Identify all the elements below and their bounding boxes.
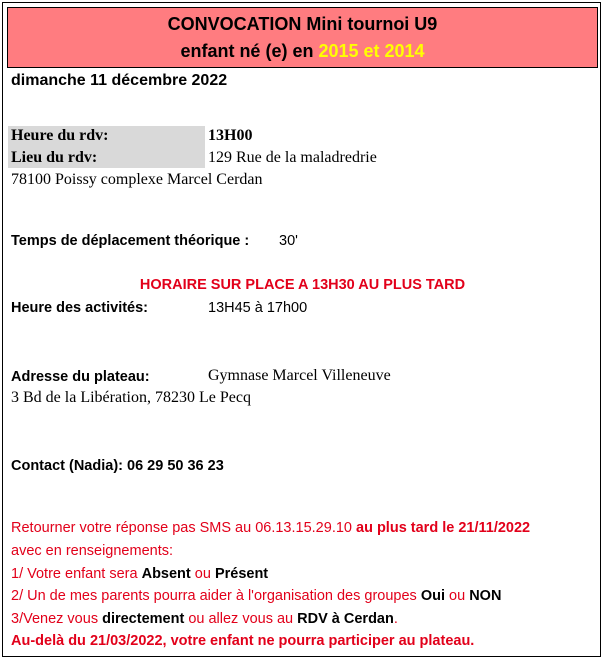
travel-time-label: Temps de déplacement théorique :	[11, 233, 250, 249]
reply-deadline: au plus tard le 21/11/2022	[356, 520, 531, 536]
reply-item-1-or: ou	[190, 566, 215, 582]
rdv-place-line-1: 129 Rue de la maladredrie	[208, 149, 377, 166]
reply-item-3-or: ou allez vous au	[184, 611, 298, 627]
rdv-time-label: Heure du rdv:	[11, 127, 109, 144]
title-line-2-prefix: enfant né (e) en	[180, 41, 314, 61]
travel-time-value: 30'	[279, 233, 298, 249]
arrival-notice: HORAIRE SUR PLACE A 13H30 AU PLUS TARD	[139, 277, 466, 293]
venue-name: Gymnase Marcel Villeneuve	[208, 367, 391, 384]
reply-item-2	[11, 588, 501, 604]
reply-item-3	[11, 611, 398, 627]
option-absent: Absent	[141, 566, 191, 582]
participation-deadline: Au-delà du 21/03/2022, votre enfant ne pourra participer au plateau.	[11, 633, 475, 649]
reply-item-1-text: 1/ Votre enfant sera	[11, 566, 142, 582]
reply-item-2-or: ou	[445, 588, 470, 604]
activities-label: Heure des activités:	[11, 300, 149, 316]
venue-address: 3 Bd de la Libération, 78230 Le Pecq	[11, 389, 251, 406]
reply-item-1	[11, 566, 268, 582]
title-banner	[7, 7, 598, 68]
reply-line-2: avec en renseignements:	[11, 543, 174, 559]
venue-label: Adresse du plateau:	[11, 369, 150, 385]
event-date: dimanche 11 décembre 2022	[11, 72, 228, 89]
birth-years: 2015 et 2014	[318, 41, 425, 61]
reply-sms-instruction: Retourner votre réponse pas SMS au 06.13.15.29.10	[11, 520, 356, 536]
option-rdv-cerdan: RDV à Cerdan	[297, 611, 394, 627]
rdv-place-label: Lieu du rdv:	[11, 149, 98, 166]
option-non: NON	[469, 588, 502, 604]
rdv-place-line-2: 78100 Poissy complexe Marcel Cerdan	[11, 171, 263, 188]
reply-line-1	[11, 520, 530, 536]
rdv-time-value: 13H00	[208, 127, 253, 144]
option-present: Présent	[214, 566, 269, 582]
option-directement: directement	[102, 611, 185, 627]
reply-item-2-text: 2/ Un de mes parents pourra aider à l'organisation des groupes	[11, 588, 421, 604]
option-oui: Oui	[420, 588, 445, 604]
activities-value: 13H45 à 17h00	[208, 300, 308, 316]
title-line-1: CONVOCATION Mini tournoi U9	[167, 14, 438, 34]
title-line-2	[8, 41, 597, 62]
reply-item-3-text: 3/Venez vous	[11, 611, 103, 627]
contact-info: Contact (Nadia): 06 29 50 36 23	[11, 458, 224, 474]
reply-item-3-end: .	[393, 611, 398, 627]
